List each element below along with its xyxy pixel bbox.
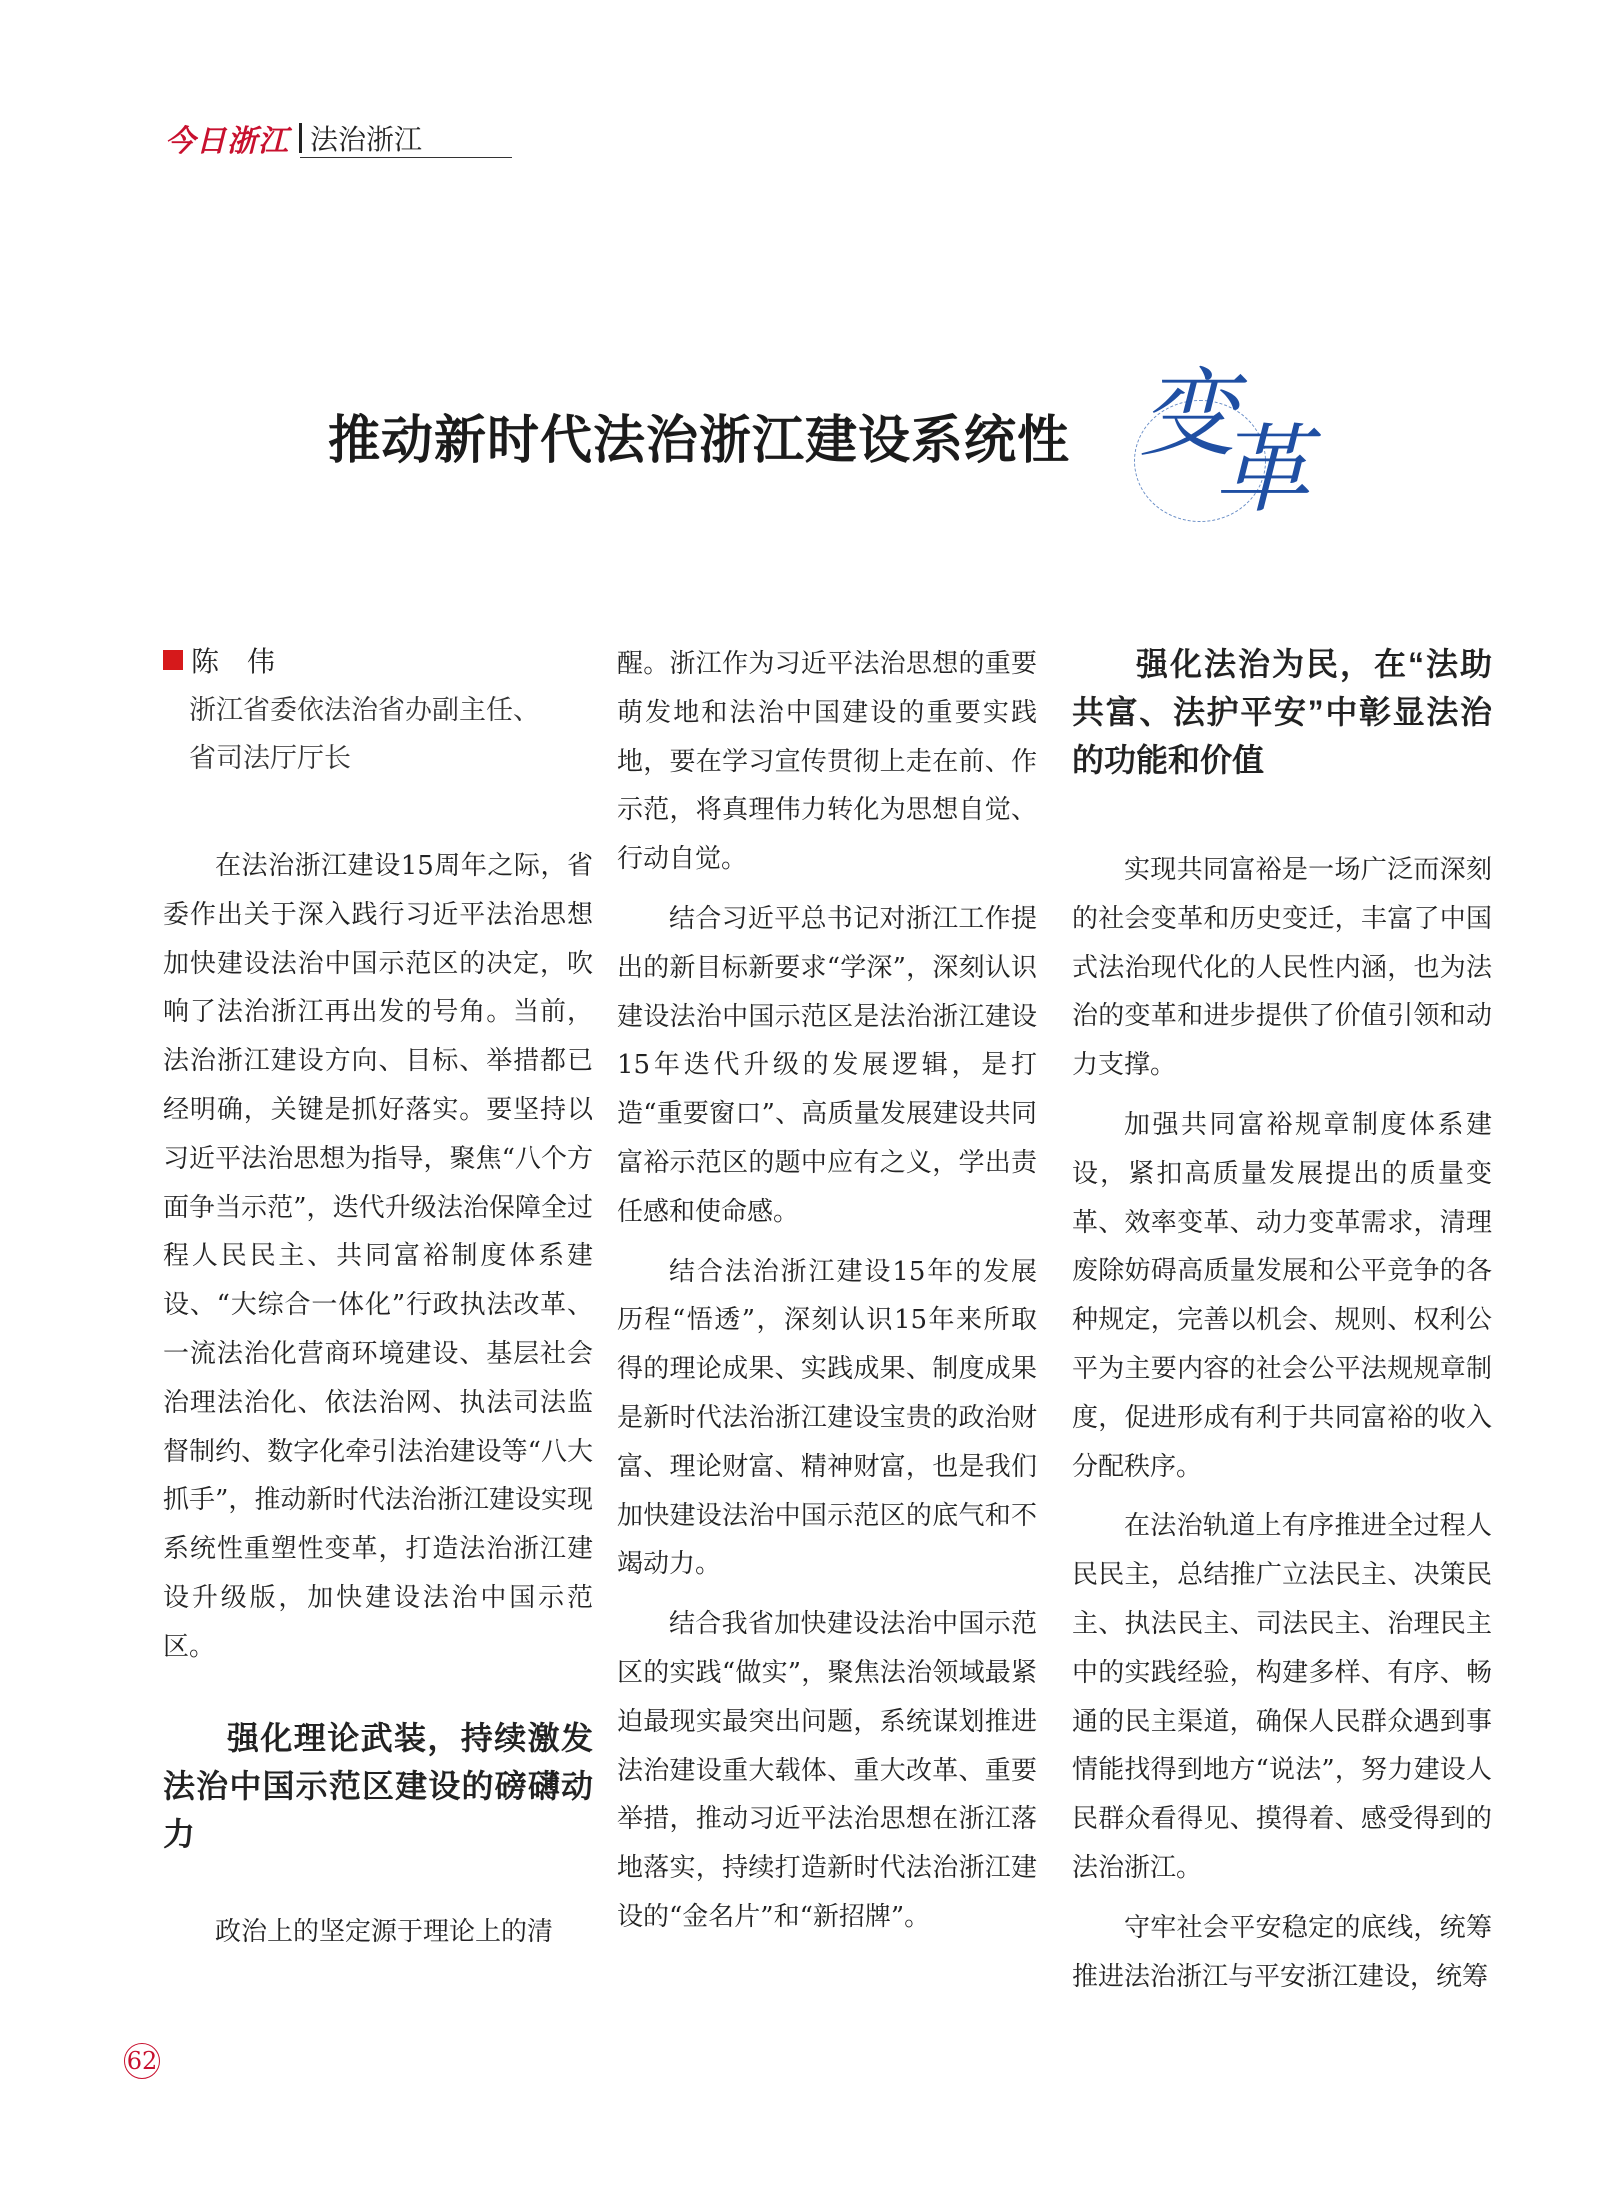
column-2: [617, 640, 1037, 1942]
header-separator: [299, 123, 302, 153]
paragraph: 结合我省加快建设法治中国示范区的实践“做实”，聚焦法治领域最紧迫最现实最突出问题，系统谋划推进法治建设重大载体、重大改革、重要举措，推动习近平法治思想在浙江落地落实，持续打造新时代法治浙江建设的“金名片”和“新招牌”。: [617, 1609, 1037, 1932]
paragraph: 醒。浙江作为习近平法治思想的重要萌发地和法治中国建设的重要实践地，要在学习宣传贯彻上走在前、作示范，将真理伟力转化为思想自觉、行动自觉。: [617, 649, 1037, 875]
author-marker-icon: [163, 650, 183, 670]
subhead-rule-of-law-for-people: 强化法治为民，在“法助共富、法护平安”中彰显法治的功能和价值: [1072, 646, 1492, 778]
intro-body: [163, 842, 593, 1672]
column-1: [163, 640, 593, 1956]
subhead-theory: 强化理论武装，持续激发法治中国示范区建设的磅礴动力: [163, 1719, 593, 1852]
column-3: [1072, 640, 1492, 2001]
paragraph: 结合法治浙江建设15年的发展历程“悟透”，深刻认识15年来所取得的理论成果、实践成果、制度成果是新时代法治浙江建设宝贵的政治财富、理论财富、精神财富，也是我们加快建设法治中国示范区的底气和不竭动力。: [617, 1256, 1037, 1580]
column-2-body: [617, 640, 1037, 1942]
affiliation-line-1: 浙江省委依法治省办副主任、: [189, 695, 540, 725]
paragraph: 加强共同富裕规章制度体系建设，紧扣高质量发展提出的质量变革、效率变革、动力变革需求，清理废除妨碍高质量发展和公平竞争的各种规定，完善以机会、规则、权利公平为主要内容的社会公平法规规章制度，促进形成有利于共同富裕的收入分配秩序。: [1072, 1109, 1492, 1482]
author-affiliation: [189, 686, 593, 782]
title-ornament: [1120, 360, 1320, 540]
article-title: 推动新时代法治浙江建设系统性: [328, 410, 1071, 471]
page-number: 62: [124, 2043, 160, 2079]
theory-body-start: [163, 1908, 593, 1957]
paragraph: 政治上的坚定源于理论上的清: [215, 1916, 554, 1947]
section-label: 法治浙江: [310, 124, 423, 155]
paragraph: 守牢社会平安稳定的底线，统筹推进法治浙江与平安浙江建设，统筹: [1072, 1912, 1492, 1992]
page-header: [165, 118, 422, 158]
affiliation-line-2: 省司法厅厅长: [189, 743, 351, 773]
author-name: 陈 伟: [191, 646, 276, 677]
author-line: [163, 640, 593, 680]
magazine-logo: 今日浙江: [165, 124, 289, 159]
paragraph: 实现共同富裕是一场广泛而深刻的社会变革和历史变迁，丰富了中国式法治现代化的人民性内涵，也为法治的变革和进步提供了价值引领和动力支撑。: [1072, 855, 1492, 1081]
title-accent-char-2: 革: [1214, 414, 1310, 526]
column-3-body: [1072, 846, 1492, 2001]
intro-paragraph: 在法治浙江建设15周年之际，省委作出关于深入践行习近平法治思想加快建设法治中国示范区的决定，吹响了法治浙江再出发的号角。当前，法治浙江建设方向、目标、举措都已经明确，关键是抓好落实。要坚持以习近平法治思想为指导，聚焦“八个方面争当示范”，迭代升级法治保障全过程人民民主、共同富裕制度体系建设、“大综合一体化”行政执法改革、一流法治化营商环境建设、基层社会治理法治化、依法治网、执法司法监督制约、数字化牵引法治建设等“八大抓手”，推动新时代法治浙江建设实现系统性重塑性变革，打造法治浙江建设升级版，加快建设法治中国示范区。: [163, 851, 593, 1662]
header-rule: [300, 157, 512, 158]
title-accent-char-1: 变: [1140, 358, 1236, 470]
paragraph: 结合习近平总书记对浙江工作提出的新目标新要求“学深”，深刻认识建设法治中国示范区是法治浙江建设15年迭代升级的发展逻辑，是打造“重要窗口”、高质量发展建设共同富裕示范区的题中应有之义，学出责任感和使命感。: [617, 903, 1037, 1227]
paragraph: 在法治轨道上有序推进全过程人民民主，总结推广立法民主、决策民主、执法民主、司法民主、治理民主中的实践经验，构建多样、有序、畅通的民主渠道，确保人民群众遇到事情能找得到地方“说法”，努力建设人民群众看得见、摸得着、感受得到的法治浙江。: [1072, 1511, 1492, 1883]
